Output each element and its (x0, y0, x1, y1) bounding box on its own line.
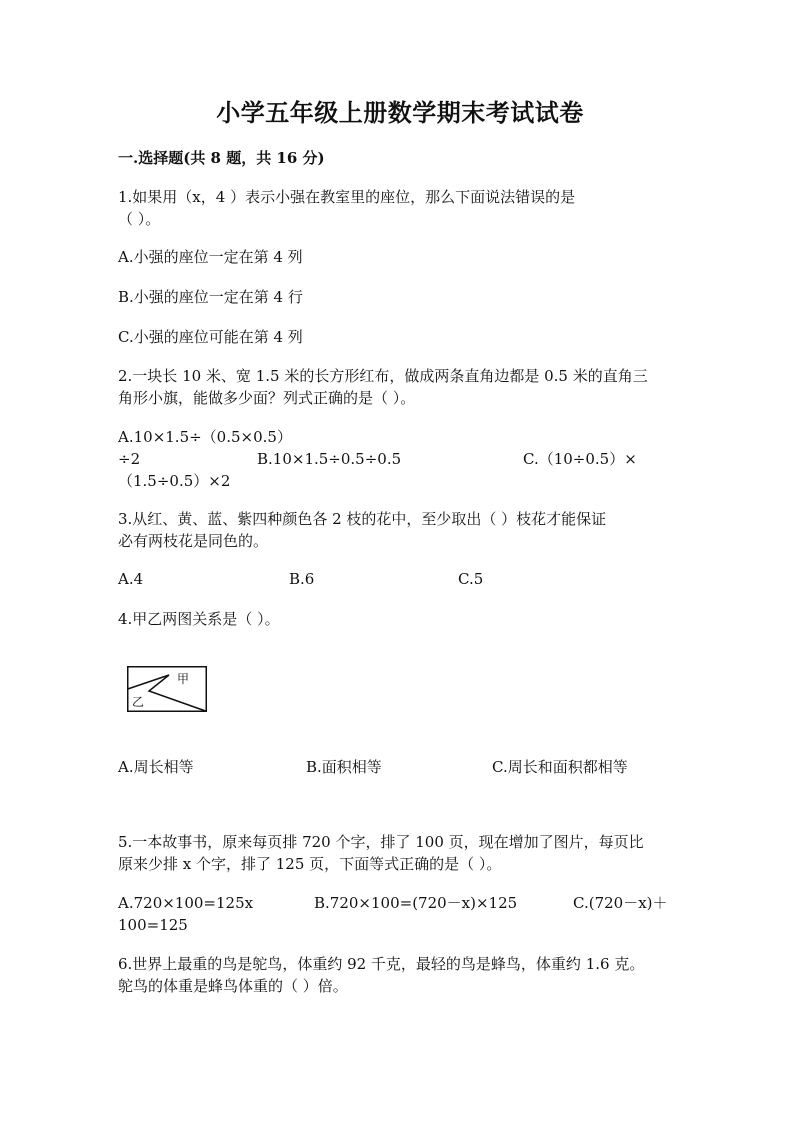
section-heading: 一.选择题(共 8 题，共 16 分) (118, 149, 325, 167)
question-3-option-a: A.4 (118, 570, 144, 588)
question-1-stem-line-1: 1.如果用（x，4 ）表示小强在教室里的座位，那么下面说法错误的是 (118, 188, 576, 206)
question-5-stem-line-2: 原来少排 x 个字，排了 125 页，下面等式正确的是（ ）。 (118, 855, 502, 873)
question-6-stem-line-2: 鸵鸟的体重是蜂鸟体重的（ ）倍。 (118, 977, 348, 995)
question-5-stem-line-1: 5.一本故事书，原来每页排 720 个字，排了 100 页，现在增加了图片，每页比 (118, 833, 644, 851)
question-3-stem-line-1: 3.从红、黄、蓝、紫四种颜色各 2 枝的花中，至少取出（ ）枝花才能保证 (118, 510, 607, 528)
rectangle-split-figure (127, 666, 207, 712)
question-5-option-c-line-1: C.(720－x)＋ (573, 894, 668, 912)
question-4-option-c: C.周长和面积都相等 (492, 758, 628, 776)
question-4-option-a: A.周长相等 (118, 758, 194, 776)
question-5-option-c-line-2: 100=125 (118, 916, 188, 934)
question-2-option-a-line-2: ÷2 (118, 450, 141, 468)
question-2-option-c-line-1: C.（10÷0.5）× (523, 450, 637, 468)
question-1-stem-line-2: （ ）。 (118, 210, 161, 228)
question-1-option-b: B.小强的座位一定在第 4 行 (118, 288, 303, 306)
question-2-option-c-line-2: （1.5÷0.5）×2 (118, 472, 231, 490)
page-title: 小学五年级上册数学期末考试试卷 (216, 98, 584, 127)
question-4-stem: 4.甲乙两图关系是（ ）。 (118, 610, 280, 628)
question-6-stem-line-1: 6.世界上最重的鸟是鸵鸟，体重约 92 千克，最轻的鸟是蜂鸟，体重约 1.6 克。 (118, 955, 645, 973)
question-3-stem-line-2: 必有两枝花是同色的。 (118, 532, 269, 550)
question-2-stem-line-2: 角形小旗，能做多少面？列式正确的是（ ）。 (118, 389, 416, 407)
question-2-option-b: B.10×1.5÷0.5÷0.5 (257, 450, 402, 468)
figure-label-jia: 甲 (177, 672, 190, 686)
question-2-stem-line-1: 2.一块长 10 米、宽 1.5 米的长方形红布，做成两条直角边都是 0.5 米的直角三 (118, 367, 648, 385)
figure-label-yi: 乙 (132, 695, 145, 709)
question-2-option-a-line-1: A.10×1.5÷（0.5×0.5） (118, 428, 292, 446)
question-1-option-c: C.小强的座位可能在第 4 列 (118, 328, 303, 346)
question-3-option-c: C.5 (458, 570, 484, 588)
question-1-option-a: A.小强的座位一定在第 4 列 (118, 248, 303, 266)
question-5-option-b: B.720×100=(720－x)×125 (314, 894, 518, 912)
question-4-option-b: B.面积相等 (306, 758, 382, 776)
question-3-option-b: B.6 (289, 570, 315, 588)
question-5-option-a: A.720×100=125x (118, 894, 254, 912)
